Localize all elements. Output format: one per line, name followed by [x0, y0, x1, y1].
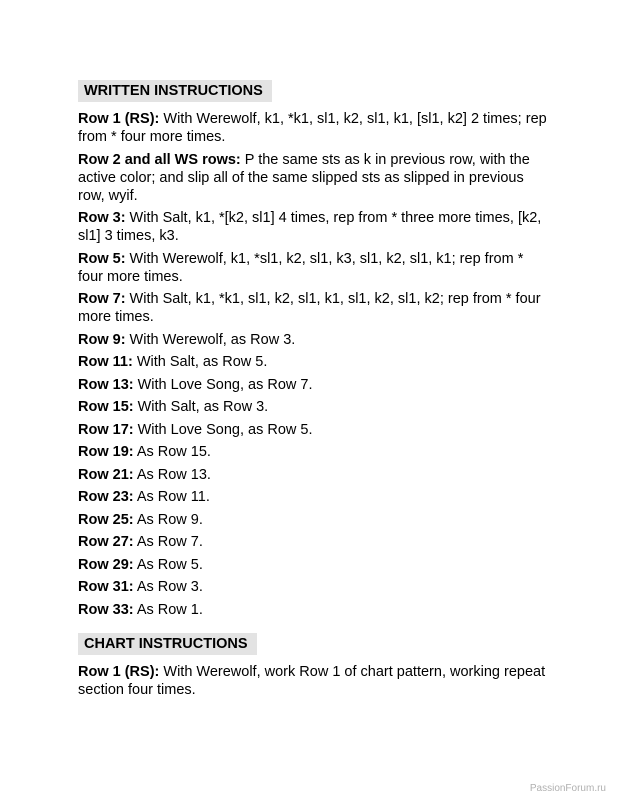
instruction-row [78, 110, 548, 146]
instruction-row [78, 290, 548, 326]
row-text: With Werewolf, k1, *k1, sl1, k2, sl1, k1, [sl1, k2] 2 times; rep from * four more times. [78, 111, 547, 145]
row-label: Row 25: [78, 511, 134, 528]
document-page [78, 80, 548, 704]
row-label: Row 15: [78, 399, 134, 415]
row-label: Row 9: [78, 331, 126, 348]
instruction-row [78, 421, 548, 439]
row-text: With Love Song, as Row 7. [133, 376, 313, 393]
watermark: PassionForum.ru [529, 783, 606, 794]
row-label: Row 5: [78, 250, 126, 267]
row-text: With Werewolf, work Row 1 of chart pattern, working repeat section four times. [78, 664, 546, 698]
row-label: Row 3: [78, 210, 126, 226]
row-text: As Row 3. [133, 579, 203, 595]
row-label: Row 21: [78, 466, 134, 483]
written-instructions-header: WRITTEN INSTRUCTIONS [78, 80, 272, 102]
row-text: As Row 15. [133, 444, 211, 460]
row-label: Row 2 and all WS rows: [78, 151, 241, 168]
row-text: As Row 9. [133, 511, 203, 528]
instruction-row [78, 151, 548, 205]
instruction-row [78, 533, 548, 551]
row-label: Row 19: [78, 444, 134, 460]
chart-instructions-list [78, 663, 548, 699]
row-text: As Row 7. [133, 534, 203, 550]
row-label: Row 31: [78, 579, 134, 595]
row-text: With Werewolf, as Row 3. [125, 331, 296, 348]
row-text: As Row 5. [133, 556, 203, 573]
instruction-row [78, 250, 548, 286]
row-label: Row 1 (RS): [78, 664, 160, 680]
instruction-row [78, 353, 548, 371]
instruction-row [78, 663, 548, 699]
row-text: With Salt, as Row 5. [132, 354, 268, 370]
row-text: With Love Song, as Row 5. [133, 421, 313, 438]
instruction-row [78, 601, 548, 619]
instruction-row [78, 488, 548, 506]
instruction-row [78, 209, 548, 245]
instruction-row [78, 398, 548, 416]
row-text: With Salt, as Row 3. [133, 399, 269, 415]
row-label: Row 13: [78, 376, 134, 393]
row-label: Row 17: [78, 421, 134, 438]
row-label: Row 1 (RS): [78, 111, 160, 127]
row-label: Row 29: [78, 556, 134, 573]
instruction-row [78, 443, 548, 461]
instruction-row [78, 578, 548, 596]
row-label: Row 11: [78, 354, 133, 370]
row-text: As Row 11. [133, 489, 210, 505]
instruction-row [78, 331, 548, 349]
chart-instructions-header: CHART INSTRUCTIONS [78, 633, 257, 655]
row-text: With Werewolf, k1, *sl1, k2, sl1, k3, sl1, k2, sl1, k1; rep from * four more times. [78, 250, 524, 285]
row-text: With Salt, k1, *[k2, sl1] 4 times, rep from * three more times, [k2, sl1] 3 times, k3. [78, 210, 542, 244]
row-label: Row 23: [78, 489, 134, 505]
instruction-row [78, 376, 548, 394]
row-label: Row 33: [78, 601, 134, 618]
row-text: With Salt, k1, *k1, sl1, k2, sl1, k1, sl1, k2, sl1, k2; rep from * four more times. [78, 291, 541, 325]
row-label: Row 27: [78, 534, 134, 550]
row-label: Row 7: [78, 291, 126, 307]
instruction-row [78, 556, 548, 574]
row-text: As Row 13. [133, 466, 211, 483]
row-text: P the same sts as k in previous row, with the active color; and slip all of the same slipped sts as slipped in previous row, wyif. [78, 151, 530, 204]
row-text: As Row 1. [133, 601, 203, 618]
instruction-row [78, 466, 548, 484]
instruction-row [78, 511, 548, 529]
written-instructions-list [78, 110, 548, 619]
